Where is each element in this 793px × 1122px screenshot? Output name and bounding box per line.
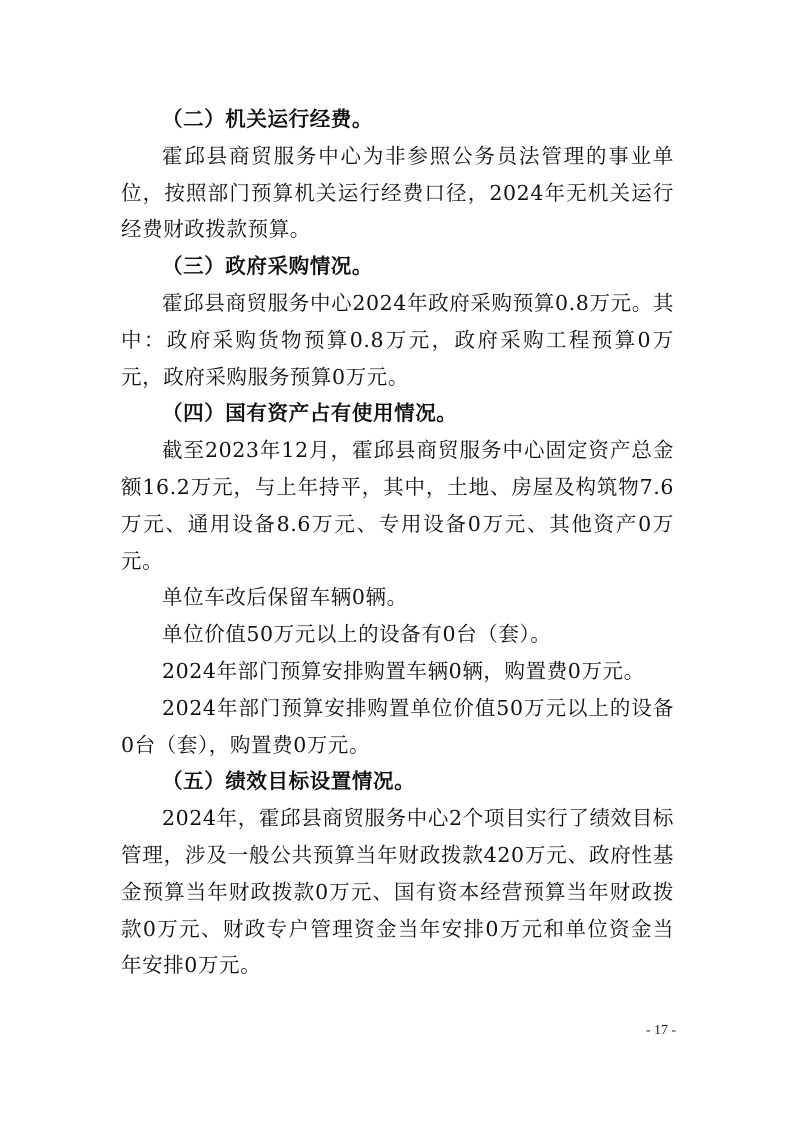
- paragraph-vehicles-retained: 单位车改后保留车辆0辆。: [162, 585, 408, 610]
- paragraph-fixed-assets: 截至2023年12月，霍邱县商贸服务中心固定资产总金额16.2万元，与上年持平，其中，土地、房屋及构筑物7.6万元、通用设备8.6万元、专用设备0万元、其他资产0万元。: [121, 438, 674, 573]
- document-body: [121, 101, 674, 984]
- section-heading-operating-expenses: （二）机关运行经费。: [162, 107, 373, 131]
- paragraph-equipment-purchase: 2024年部门预算安排购置单位价值50万元以上的设备0台（套），购置费0万元。: [121, 695, 674, 757]
- paragraph-government-procurement: 霍邱县商贸服务中心2024年政府采购预算0.8万元。其中：政府采购货物预算0.8万元，政府采购工程预算0万元，政府采购服务预算0万元。: [121, 290, 674, 389]
- paragraph-equipment-over-50: 单位价值50万元以上的设备有0台（套）。: [162, 622, 552, 647]
- paragraph-performance-targets: 2024年，霍邱县商贸服务中心2个项目实行了绩效目标管理，涉及一般公共预算当年财政拨款420万元、政府性基金预算当年财政拨款0万元、国有资本经营预算当年财政拨款0万元、财政专户管理资金当年安排0万元和单位资金当年安排0万元。: [121, 806, 674, 978]
- page-number: - 17 -: [645, 1023, 677, 1038]
- section-heading-government-procurement: （三）政府采购情况。: [162, 254, 373, 279]
- section-heading-performance-targets: （五）绩效目标设置情况。: [162, 769, 416, 794]
- section-heading-state-assets: （四）国有资产占有使用情况。: [162, 401, 458, 426]
- paragraph-operating-expenses: 霍邱县商贸服务中心为非参照公务员法管理的事业单位，按照部门预算机关运行经费口径，2024年无机关运行经费财政拨款预算。: [121, 143, 674, 242]
- paragraph-vehicle-purchase: 2024年部门预算安排购置车辆0辆，购置费0万元。: [162, 658, 645, 683]
